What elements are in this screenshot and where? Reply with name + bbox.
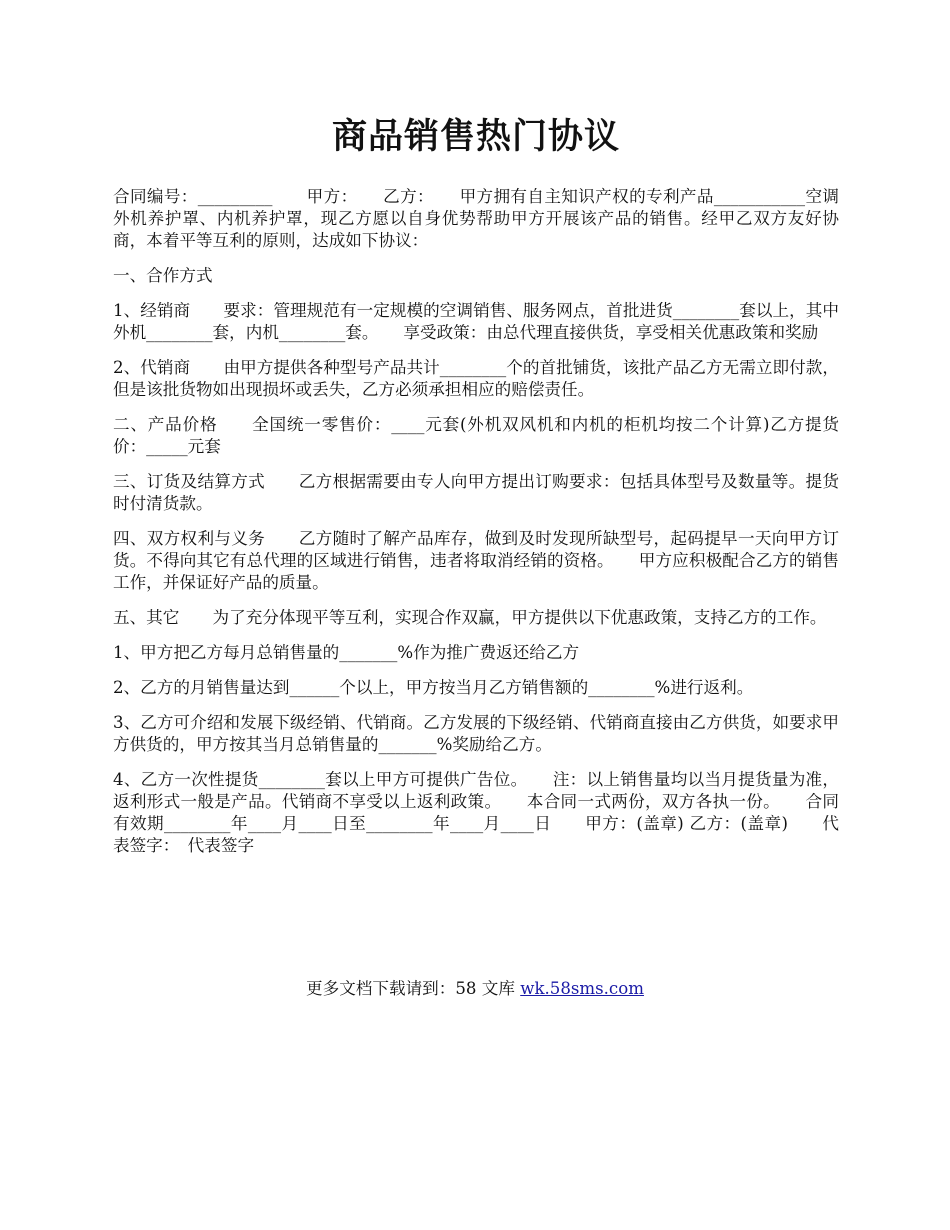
- document-title: 商品销售热门协议: [331, 117, 620, 157]
- footer: [0, 978, 950, 1000]
- rebate-clause-1: 1、甲方把乙方每月总销售量的_______%作为推广费返还给乙方: [113, 643, 580, 662]
- section-price: 二、产品价格 全国统一零售价：____元套(外机双风机和内机的柜机均按二个计算)乙方提货价：_____元套: [113, 415, 839, 456]
- rebate-clause-3: 3、乙方可介绍和发展下级经销、代销商。乙方发展的下级经销、代销商直接由乙方供货，如要求甲方供货的，甲方按其当月总销售量的_______%奖励给乙方。: [113, 713, 839, 754]
- footer-text: 更多文档下载请到：58 文库: [306, 979, 521, 998]
- rebate-clause-4: 4、乙方一次性提货________套以上甲方可提供广告位。 注：以上销售量均以当月提货量为准，返利形式一般是产品。代销商不享受以上返利政策。 本合同一式两份，双方各执一份。 合同有效期________年____月____日至________年____月____日 甲方：(盖章) 乙方：(盖章) 代表签字： 代表签字: [113, 770, 839, 855]
- document-body: [113, 112, 839, 870]
- rebate-clause-2: 2、乙方的月销售量达到______个以上，甲方按当月乙方销售额的________%进行返利。: [113, 678, 754, 697]
- footer-link[interactable]: wk.58sms.com: [520, 979, 644, 998]
- clause-distributor: 1、经销商 要求：管理规范有一定规模的空调销售、服务网点，首批进货________套以上，其中外机________套，内机________套。 享受政策：由总代理直接供货，享受相关优惠政策和奖励: [113, 301, 839, 342]
- section-ordering: 三、订货及结算方式 乙方根据需要由专人向甲方提出订购要求：包括具体型号及数量等。提货时付清货款。: [113, 472, 839, 513]
- section-heading-cooperation: 一、合作方式: [113, 266, 213, 285]
- intro-paragraph: 合同编号：_________ 甲方： 乙方： 甲方拥有自主知识产权的专利产品___________空调外机养护罩、内机养护罩，现乙方愿以自身优势帮助甲方开展该产品的销售。经甲乙双方友好协商，本着平等互利的原则，达成如下协议：: [113, 187, 839, 250]
- section-rights: 四、双方权利与义务 乙方随时了解产品库存，做到及时发现所缺型号，起码提早一天向甲方订货。不得向其它有总代理的区域进行销售，违者将取消经销的资格。 甲方应积极配合乙方的销售工作，并保证好产品的质量。: [113, 529, 839, 592]
- section-other: 五、其它 为了充分体现平等互利，实现合作双赢，甲方提供以下优惠政策，支持乙方的工作。: [113, 608, 827, 627]
- clause-consignment: 2、代销商 由甲方提供各种型号产品共计________个的首批铺货，该批产品乙方无需立即付款，但是该批货物如出现损坏或丢失，乙方必须承担相应的赔偿责任。: [113, 358, 839, 399]
